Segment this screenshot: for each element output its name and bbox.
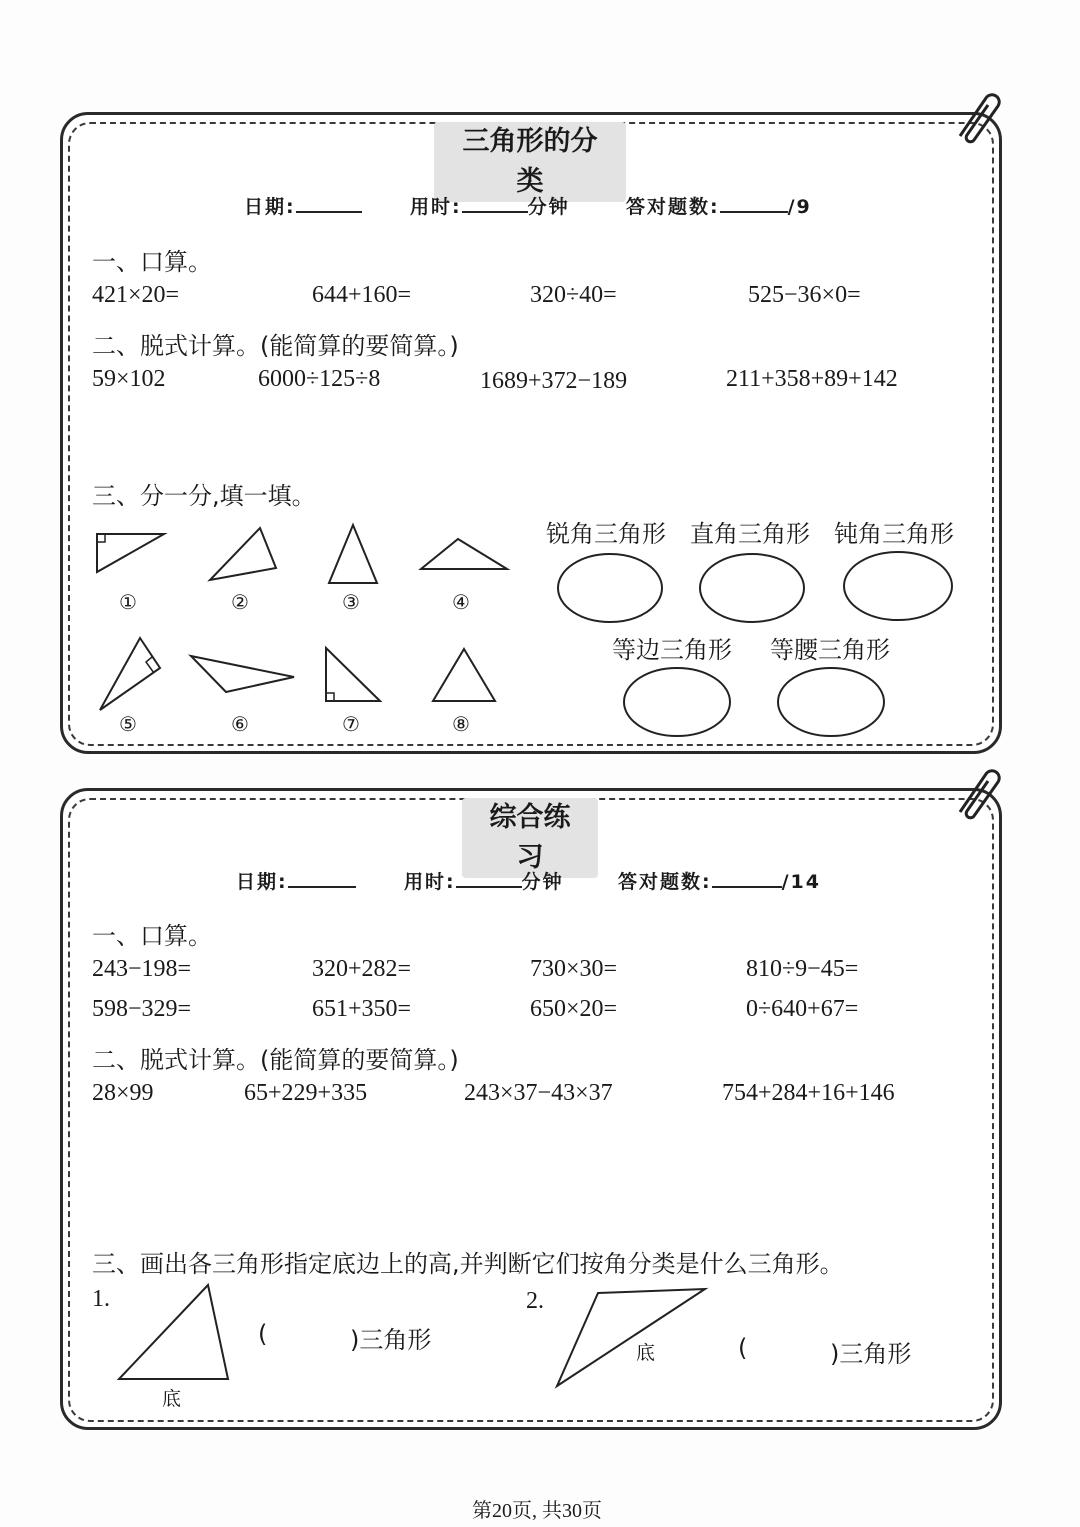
answer-oval-equilateral[interactable] <box>622 666 732 738</box>
card2-section1-heading: 一、口算。 <box>92 922 212 950</box>
card2-meta-score <box>618 866 821 894</box>
triangle-number: ① <box>119 590 137 614</box>
answer-open-paren-q2: ( <box>738 1334 748 1362</box>
step-calc-item: 59×102 <box>92 366 166 392</box>
oral-calc-item: 320÷40= <box>530 282 617 308</box>
card2-section2-heading: 二、脱式计算。(能简算的要简算。) <box>92 1046 459 1074</box>
triangle-number: ④ <box>452 590 470 614</box>
time-label: 用时: <box>404 871 456 893</box>
category-label-isosceles: 等腰三角形 <box>770 636 890 664</box>
oral-calc-item: 320+282= <box>312 956 412 982</box>
step-calc-item: 6000÷125÷8 <box>258 366 381 392</box>
date-label: 日期: <box>244 196 296 218</box>
paperclip-icon <box>950 762 1000 822</box>
time-unit: 分钟 <box>521 871 564 893</box>
oral-calc-item: 421×20= <box>92 282 180 308</box>
card2-meta-time <box>404 866 564 894</box>
score-label: 答对题数: <box>618 871 712 893</box>
triangle-8 <box>430 646 498 704</box>
base-label-q2: 底 <box>636 1342 656 1364</box>
category-label-right: 直角三角形 <box>690 520 810 548</box>
oral-calc-item: 810÷9−45= <box>746 956 859 982</box>
answer-oval-acute[interactable] <box>556 552 664 624</box>
time-blank[interactable] <box>462 191 528 213</box>
score-blank[interactable] <box>712 866 782 888</box>
card1-section2-heading: 二、脱式计算。(能简算的要简算。) <box>92 332 459 360</box>
question-number-2: 2. <box>526 1288 544 1314</box>
answer-oval-right[interactable] <box>698 552 806 624</box>
score-total: /9 <box>787 196 812 218</box>
triangle-q2 <box>554 1286 708 1390</box>
triangle-number: ⑤ <box>119 712 137 736</box>
triangle-5 <box>96 634 164 714</box>
answer-blank-q1[interactable] <box>272 1320 348 1350</box>
time-unit: 分钟 <box>527 196 570 218</box>
base-label-q1: 底 <box>162 1388 182 1410</box>
answer-suffix-q1: )三角形 <box>350 1326 432 1354</box>
score-label: 答对题数: <box>626 196 720 218</box>
triangle-4 <box>418 536 510 572</box>
triangle-q1 <box>116 1282 232 1384</box>
question-number-1: 1. <box>92 1286 110 1312</box>
triangle-3 <box>326 522 380 586</box>
time-blank[interactable] <box>456 866 522 888</box>
oral-calc-item: 525−36×0= <box>748 282 861 308</box>
step-calc-item: 211+358+89+142 <box>726 366 898 392</box>
card1-meta-score <box>626 191 812 219</box>
card1-section1-heading: 一、口算。 <box>92 248 212 276</box>
oral-calc-item: 650×20= <box>530 996 618 1022</box>
answer-blank-q2[interactable] <box>752 1334 828 1364</box>
card2-section3-heading: 三、画出各三角形指定底边上的高,并判断它们按角分类是什么三角形。 <box>92 1250 844 1278</box>
step-calc-item: 754+284+16+146 <box>722 1080 895 1106</box>
paperclip-icon <box>950 86 1000 146</box>
triangle-1 <box>92 528 168 576</box>
date-blank[interactable] <box>296 191 362 213</box>
card1-meta-time <box>410 191 570 219</box>
score-blank[interactable] <box>720 191 788 213</box>
step-calc-item: 28×99 <box>92 1080 154 1106</box>
card2-title: 综合练习 <box>462 798 598 878</box>
triangle-number: ③ <box>342 590 360 614</box>
oral-calc-item: 730×30= <box>530 956 618 982</box>
card1-section3-heading: 三、分一分,填一填。 <box>92 482 316 510</box>
triangle-number: ⑦ <box>342 712 360 736</box>
step-calc-item: 1689+372−189 <box>480 368 628 394</box>
answer-oval-obtuse[interactable] <box>842 550 954 622</box>
oral-calc-item: 0÷640+67= <box>746 996 859 1022</box>
oral-calc-item: 644+160= <box>312 282 412 308</box>
score-total: /14 <box>781 871 821 893</box>
category-label-obtuse: 钝角三角形 <box>834 520 954 548</box>
date-label: 日期: <box>236 871 288 893</box>
answer-open-paren-q1: ( <box>258 1320 268 1348</box>
triangle-number: ② <box>231 590 249 614</box>
triangle-number: ⑧ <box>452 712 470 736</box>
oral-calc-item: 651+350= <box>312 996 412 1022</box>
category-label-equilateral: 等边三角形 <box>612 636 732 664</box>
oral-calc-item: 598−329= <box>92 996 192 1022</box>
answer-suffix-q2: )三角形 <box>830 1340 912 1368</box>
card1-title: 三角形的分类 <box>434 122 626 202</box>
step-calc-item: 65+229+335 <box>244 1080 368 1106</box>
triangle-number: ⑥ <box>231 712 249 736</box>
triangle-2 <box>206 524 278 584</box>
step-calc-item: 243×37−43×37 <box>464 1080 613 1106</box>
category-label-acute: 锐角三角形 <box>546 520 666 548</box>
triangle-6 <box>188 652 298 696</box>
card1-meta-date <box>244 191 362 219</box>
triangle-7 <box>320 644 384 704</box>
page-footer: 第20页, 共30页 <box>472 1500 602 1522</box>
card2-meta-date <box>236 866 356 894</box>
date-blank[interactable] <box>288 866 356 888</box>
time-label: 用时: <box>410 196 462 218</box>
oral-calc-item: 243−198= <box>92 956 192 982</box>
answer-oval-isosceles[interactable] <box>776 666 886 738</box>
